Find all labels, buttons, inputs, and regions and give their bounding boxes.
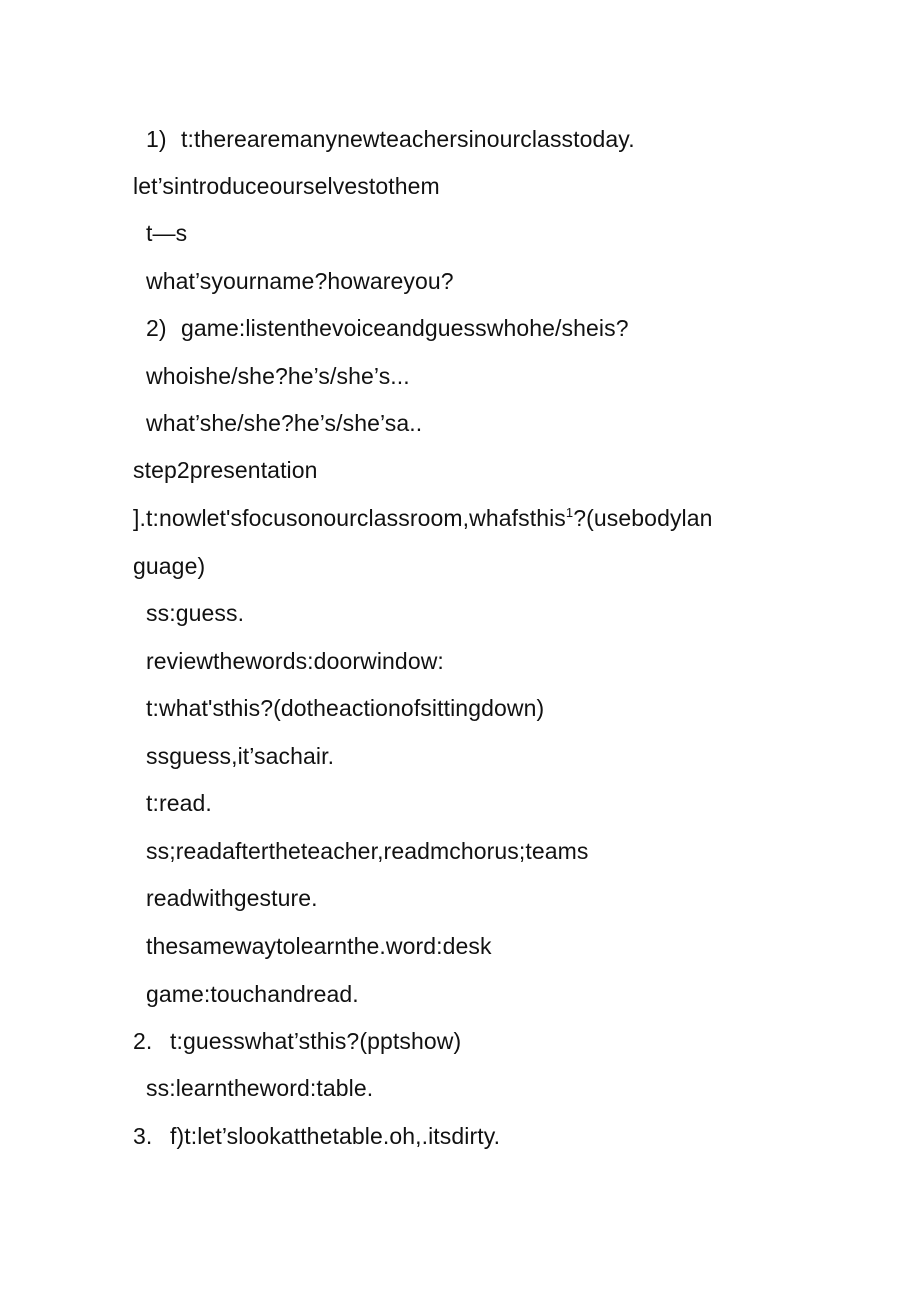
text-line: [146, 788, 212, 818]
line-text: thesamewaytolearnthe.word:desk: [146, 933, 492, 959]
text-line: [146, 266, 454, 296]
line-text: readwithgesture.: [146, 885, 318, 911]
section-heading: [133, 455, 318, 485]
line-text: ss:learntheword:table.: [146, 1075, 374, 1101]
list-item-numbered-3: [133, 1121, 500, 1151]
line-text: t:what'sthis?(dotheactionofsittingdown): [146, 695, 545, 721]
text-line: [146, 1073, 373, 1103]
line-text: what’she/she?he’s/she’sa..: [146, 410, 423, 436]
list-marker: 1): [146, 126, 167, 152]
line-text: what’syourname?howareyou?: [146, 268, 454, 294]
text-line: [133, 551, 205, 581]
line-text: game:listenthevoiceandguesswhohe/sheis?: [181, 315, 629, 341]
text-line: [146, 361, 410, 391]
text-line: [133, 503, 713, 533]
text-line: [146, 931, 492, 961]
text-line: [146, 598, 244, 628]
line-text: step2presentation: [133, 457, 318, 483]
list-item-2: [146, 313, 629, 343]
list-item-numbered-2: [133, 1026, 461, 1056]
line-text: guage): [133, 553, 206, 579]
text-line: [146, 741, 334, 771]
text-line: [146, 836, 589, 866]
list-marker: 2): [146, 315, 167, 341]
text-line: [146, 408, 422, 438]
line-text: t—s: [146, 220, 188, 246]
line-text: whoishe/she?he’s/she’s...: [146, 363, 410, 389]
list-marker: 2.: [133, 1028, 153, 1054]
line-text: f)t:let’slookatthetable.oh,.itsdirty.: [170, 1123, 501, 1149]
line-text: ?(usebodylan: [573, 505, 713, 531]
line-text: t:therearemanynewteachersinourclasstoday.: [181, 126, 635, 152]
line-text: ssguess,it’sachair.: [146, 743, 335, 769]
line-text: game:touchandread.: [146, 981, 359, 1007]
line-text: t:read.: [146, 790, 212, 816]
text-line: [146, 693, 544, 723]
line-text: t:guesswhat’sthis?(pptshow): [170, 1028, 462, 1054]
text-line: [146, 218, 187, 248]
line-text: ss:guess.: [146, 600, 245, 626]
text-line: [146, 883, 318, 913]
superscript-note: 1: [565, 505, 574, 520]
list-marker: 3.: [133, 1123, 153, 1149]
text-line: [133, 171, 440, 201]
text-line: [146, 979, 359, 1009]
list-item-1: [146, 124, 635, 154]
line-text: ss;readaftertheteacher,readmchorus;teams: [146, 838, 589, 864]
text-line: [146, 646, 444, 676]
line-text: ].t:nowlet'sfocusonourclassroom,whafsthis: [133, 505, 566, 531]
line-text: let’sintroduceourselvestothem: [133, 173, 440, 199]
line-text: reviewthewords:doorwindow:: [146, 648, 444, 674]
